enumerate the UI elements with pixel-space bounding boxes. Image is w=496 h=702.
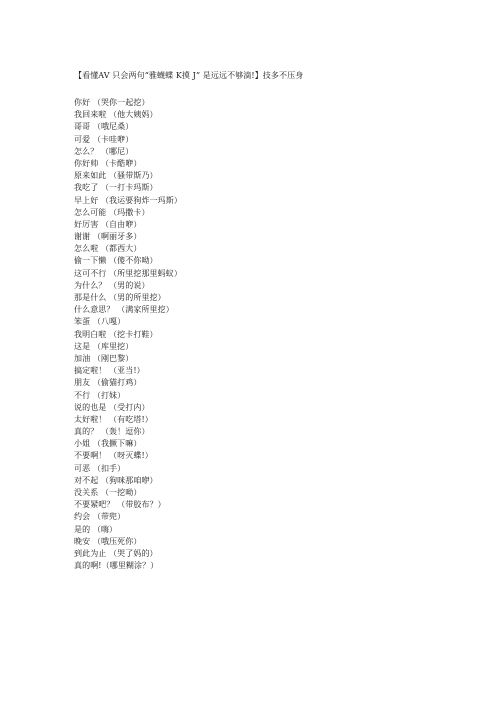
phrase-line: 不要啊！ （呀灭蝶!） — [74, 451, 153, 461]
phrase-line: 什么意思？ （满家所里挖） — [74, 305, 174, 315]
phrase-line: 为什么？ （男的说） — [74, 280, 150, 290]
phrase-line: 怎么？ （哪尼） — [74, 146, 134, 156]
phrase-line: 晚安 （哦压死你） — [74, 536, 142, 546]
phrase-line: 加油 （刚巴黎） — [74, 353, 134, 363]
phrase-line: 那是什么 （男的所里挖） — [74, 293, 166, 302]
phrase-line: 约会 （带兜） — [74, 512, 126, 522]
phrase-line: 怎么啦 （都西大） — [74, 244, 142, 254]
phrase-line: 我吃了 （一打卡玛斯） — [74, 183, 158, 193]
phrase-line: 这可不行 （所里挖那里蚂蚁） — [74, 268, 182, 278]
phrase-line: 对不起 （狗咪那咱咿） — [74, 475, 158, 485]
phrase-line: 真的？ （轰！逗你） — [74, 427, 150, 437]
phrase-line: 到此为止 （哭了妈的） — [74, 548, 158, 558]
phrase-line: 笨蛋 （八嘎） — [74, 317, 126, 327]
phrase-line: 你好帅 （卡酷咿） — [74, 158, 142, 168]
phrase-line: 原来如此 （骚带斯乃） — [74, 171, 158, 181]
phrase-line: 谢谢 （啊丽牙多） — [74, 232, 142, 242]
phrase-line: 早上好 （我运要狗炸一玛斯） — [74, 195, 182, 205]
phrase-line: 没关系 （一挖呦） — [74, 488, 142, 497]
phrase-list — [74, 97, 182, 572]
phrase-line: 太好啦！ （有吃塔!） — [74, 414, 153, 424]
phrase-line: 这是 （库里挖） — [74, 341, 134, 351]
phrase-line: 怎么可能 （玛撒卡） — [74, 207, 150, 217]
phrase-line: 小姐 （我撅下嘛） — [74, 439, 142, 449]
phrase-line: 不行 （打妹） — [74, 390, 126, 400]
phrase-line: 我明白啦 （挖卡打鞋） — [74, 329, 158, 339]
phrase-line: 好厉害 （自由咿） — [74, 219, 142, 229]
phrase-line: 不要紧吧？ （带胶布？） — [74, 500, 166, 510]
phrase-line: 哥哥 （哦尼桑） — [74, 122, 134, 132]
phrase-line: 说的也是 （受打内） — [74, 402, 150, 412]
phrase-line: 真的啊!（哪里糊涂？） — [74, 561, 159, 571]
phrase-line: 偷一下懒 （傻不你呦） — [74, 256, 158, 266]
phrase-line: 可爱 （卡哇咿） — [74, 134, 134, 144]
phrase-line: 朋友 （偷猫打鸡） — [74, 378, 142, 388]
phrase-line: 我回来啦 （他大姨妈） — [74, 110, 158, 120]
phrase-line: 你好 （哭你一起挖） — [74, 98, 150, 107]
phrase-line: 是的 （嗨） — [74, 524, 118, 534]
document-title: 【看懂AV 只会两句“雅蠛蝶 K摸 J” 是远远不够滴!】技多不压身 — [74, 71, 304, 80]
phrase-line: 可恶 （扣手） — [74, 463, 126, 473]
phrase-line: 搞定啦！ （亚当!） — [74, 366, 145, 376]
